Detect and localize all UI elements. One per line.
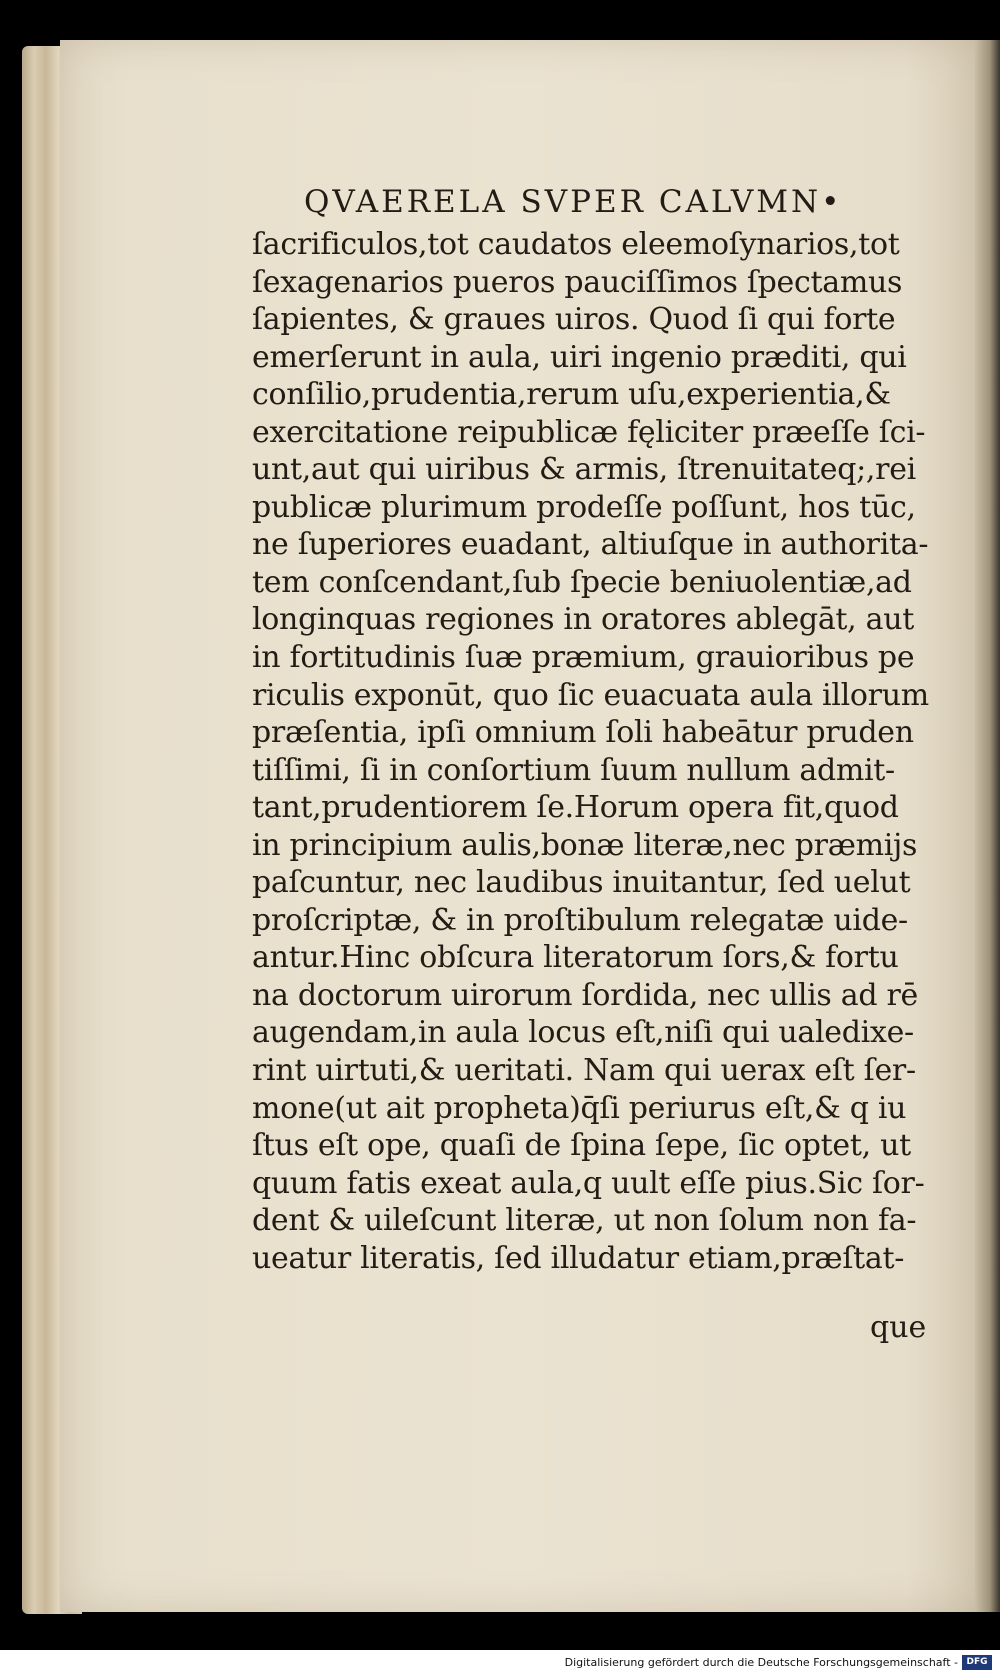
text-line: in fortitudinis ſuæ præmium, grauioribus pe	[252, 640, 915, 676]
text-line: rint uirtuti,& ueritati. Nam qui uerax eſt ſer-	[252, 1053, 916, 1089]
text-line: ne ſuperiores euadant, altiuſque in authorita-	[252, 527, 929, 563]
text-line: exercitatione reipublicæ fęliciter præeſſe ſci-	[252, 414, 926, 450]
text-line: unt,aut qui uiribus & armis, ſtrenuitateq;,rei	[252, 452, 916, 488]
text-line: quum fatis exeat aula,q uult eſſe pius.Sic ſor-	[252, 1165, 925, 1201]
footer-credit: Digitalisierung gefördert durch die Deutsche Forschungsgemeinschaft -	[564, 1656, 958, 1669]
text-line: conſilio,prudentia,rerum uſu,experientia,&	[252, 377, 891, 413]
text-line: paſcuntur, nec laudibus inuitantur, ſed uelut	[252, 865, 911, 901]
footer-bar	[0, 1650, 1000, 1678]
text-line: dent & uileſcunt literæ, ut non ſolum non fa-	[252, 1203, 917, 1239]
text-line: in principium aulis,bonæ literæ,nec præmijs	[252, 827, 918, 863]
text-line: publicæ plurimum prodeſſe poſſunt, hos tūc,	[252, 489, 916, 525]
text-line: augendam,in aula locus eſt,niſi qui ualedixe-	[252, 1015, 914, 1051]
page-right-shadow	[975, 40, 1000, 1612]
text-line: ſacrificulos,tot caudatos eleemoſynarios,tot	[252, 227, 900, 262]
text-line: proſcriptæ, & in proſtibulum relegatæ uide-	[252, 902, 908, 938]
text-line: emerſerunt in aula, uiri ingenio præditi, qui	[252, 339, 907, 375]
text-line: ueatur literatis, ſed illudatur etiam,præſtat-	[252, 1240, 905, 1276]
text-line: ſexagenarios pueros pauciſſimos ſpectamus	[252, 264, 903, 300]
text-line: longinquas regiones in oratores ablegāt, aut	[252, 602, 915, 638]
text-line: riculis exponūt, quo ſic euacuata aula illorum	[252, 677, 929, 713]
text-line: præſentia, ipſi omnium ſoli habeātur pruden	[252, 715, 914, 751]
text-block	[252, 178, 942, 1277]
text-line: tiſſimi, ſi in conſortium ſuum nullum admit-	[252, 752, 895, 788]
catchword: que	[870, 1310, 927, 1345]
running-head: QVAERELA SVPER CALVMN•	[304, 184, 843, 220]
text-line: antur.Hinc obſcura literatorum ſors,& fortu	[252, 940, 899, 976]
text-line: tant,prudentiorem ſe.Horum opera fit,quod	[252, 790, 899, 826]
text-line: na doctorum uirorum ſordida, nec ullis ad rē	[252, 977, 918, 1013]
text-lines	[252, 226, 942, 1277]
dfg-logo-icon: DFG	[962, 1655, 992, 1670]
text-line: tem conſcendant,ſub ſpecie beniuolentiæ,ad	[252, 564, 912, 600]
text-line: mone(ut ait propheta)q̄ſi periurus eſt,& q iu	[252, 1090, 907, 1126]
text-line: ſtus eſt ope, quaſi de ſpina ſepe, ſic optet, ut	[252, 1128, 911, 1164]
text-line: ſapientes, & graues uiros. Quod ſi qui forte	[252, 302, 896, 338]
